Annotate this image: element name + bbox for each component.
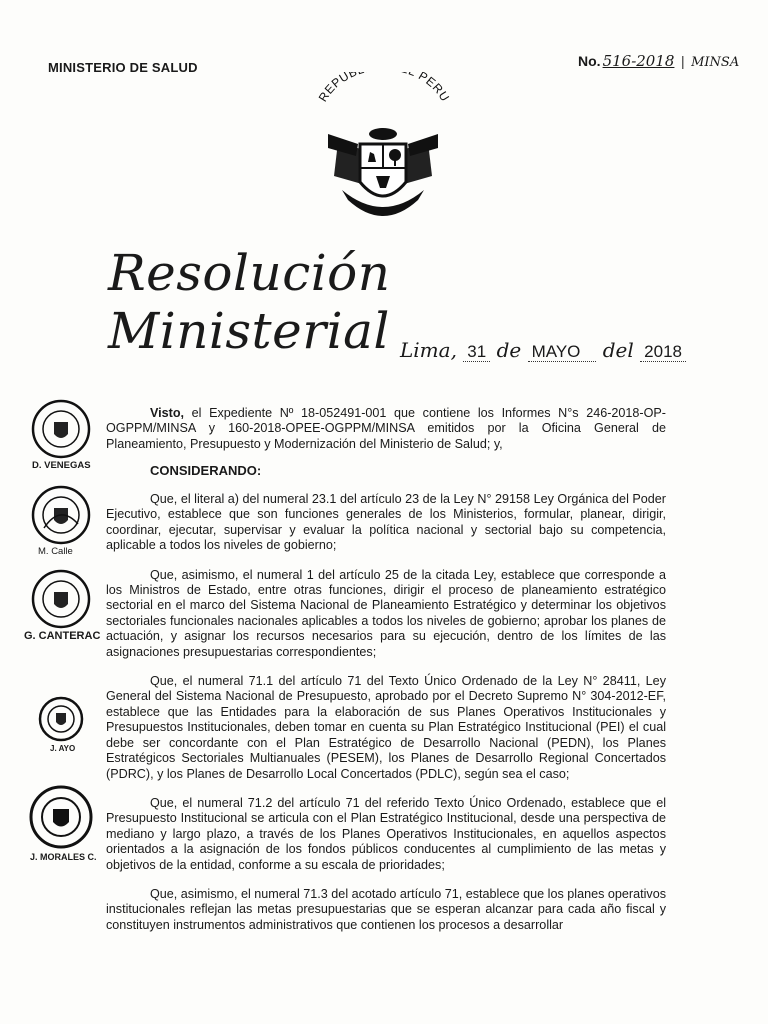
seal-icon xyxy=(30,398,92,460)
date-line xyxy=(400,338,686,362)
crest-arc-text: REPUB PERU xyxy=(315,72,453,105)
seal-icon xyxy=(30,484,92,546)
document-title: Resolución Ministerial xyxy=(108,244,391,360)
paragraph: Que, el numeral 71.2 del artículo 71 del referido Texto Único Ordenado, establece que el Presupuesto Institucional se articula con el Plan Estratégico Institucional, desde una perspectiva de mediano y largo plazo, a través de los Planes Operativos Institucionales, en aquellos aspectos orientados a la asignación de los fondos públicos conducentes al cumplimiento de las metas y objetivos de la entidad, conforme a su escala de prioridades; xyxy=(106,795,666,872)
official-seal xyxy=(38,696,84,742)
paragraph: Que, el numeral 71.1 del artículo 71 del Texto Único Ordenado de la Ley N° 28411, Ley General del Sistema Nacional de Presupuesto, aprobado por el Decreto Supremo N° 304-2012-EF, establece que las Entidades para la elaboración de sus Planes Operativos Institucionales y Presupuestos Institucionales, deben tomar en cuenta su Plan Estratégico Institucional (PEI) el cual debe ser concordante con el Plan Estratégico de Desarrollo Nacional (PEDN), los Planes Estratégicos Sectoriales Multianuales (PESEM), los Planes de Desarrollo Regional Concertados (PDRC), y los Planes de Desarrollo Local Concertados (PDLC), según sea el caso; xyxy=(106,674,666,781)
date-year: 2018 xyxy=(640,342,686,362)
coat-of-arms-icon xyxy=(298,72,468,232)
seal-label: G. CANTERAC xyxy=(24,630,101,642)
seal-label: J. AYO xyxy=(50,744,76,753)
paragraph: Que, el literal a) del numeral 23.1 del artículo 23 de la Ley N° 29158 Ley Orgánica del Poder Ejecutivo, establece que son funciones generales de los Ministerios, formular, planear, dirigir, coordinar, ejecutar, supervisar y evaluar la política nacional y sectorial bajo su competencia, aplicable a todos los niveles de gobierno; xyxy=(106,492,666,553)
date-day: 31 xyxy=(463,342,490,362)
seal-label: J. MORALES C. xyxy=(30,852,97,862)
seal-icon xyxy=(28,784,94,850)
visto-label: Visto, xyxy=(150,406,185,420)
seal-label: M. Calle xyxy=(38,546,73,557)
seal-label: D. VENEGAS xyxy=(32,460,91,471)
visto-text: el Expediente Nº 18-052491-001 que contiene los Informes N°s 246-2018-OP-OGPPM/MINSA y 160-2018-OPEE-OGPPM/MINSA emitidos por la Oficina General de Planeamiento, Presupuesto y Modernización del Ministerio de Salud; y, xyxy=(106,406,666,451)
official-seal xyxy=(30,484,92,546)
official-seal xyxy=(30,398,92,460)
date-month: MAYO xyxy=(528,342,597,362)
visto-paragraph xyxy=(106,406,666,452)
seal-icon xyxy=(30,568,92,630)
peru-coat-of-arms xyxy=(298,72,468,232)
official-seal xyxy=(30,568,92,630)
official-seal xyxy=(28,784,94,850)
resolution-number-prefix: No. xyxy=(578,53,601,69)
date-del: del xyxy=(602,338,634,362)
considerando-heading: CONSIDERANDO: xyxy=(150,463,262,478)
seal-icon xyxy=(38,696,84,742)
svg-text:REPUBLICA DEL PERU xyxy=(316,72,453,104)
resolution-number-suffix: MINSA xyxy=(691,55,740,70)
resolution-number-handwritten: 516-2018 xyxy=(602,52,675,70)
resolution-number: No. 516-2018 | MINSA xyxy=(578,52,740,70)
date-city: Lima, xyxy=(400,338,457,362)
paragraph: Que, asimismo, el numeral 1 del artículo 25 de la citada Ley, establece que corresponde a los Ministros de Estado, entre otras funciones, dirigir el proceso de planeamiento estratégico sectorial en el marco del Sistema Nacional de Planeamiento Estratégico y determinar los objetivos sectoriales funcionales nacionales aplicables a todos los niveles de gobierno; aprobar los planes de actuación, y asignar los recursos necesarios para su ejecución, dentro de los límites de las asignaciones presupuestarias correspondientes; xyxy=(106,567,666,659)
considerando-body xyxy=(106,492,666,945)
paragraph: Que, asimismo, el numeral 71.3 del acotado artículo 71, establece que los planes operativos institucionales reflejan las metas presupuestarias que se esperan alcanzar para cada año fiscal y constituyen instrumentos administrativos que contienen los procesos a desarrollar xyxy=(106,886,666,932)
date-de: de xyxy=(496,338,522,362)
ministry-header: MINISTERIO DE SALUD xyxy=(48,60,198,75)
